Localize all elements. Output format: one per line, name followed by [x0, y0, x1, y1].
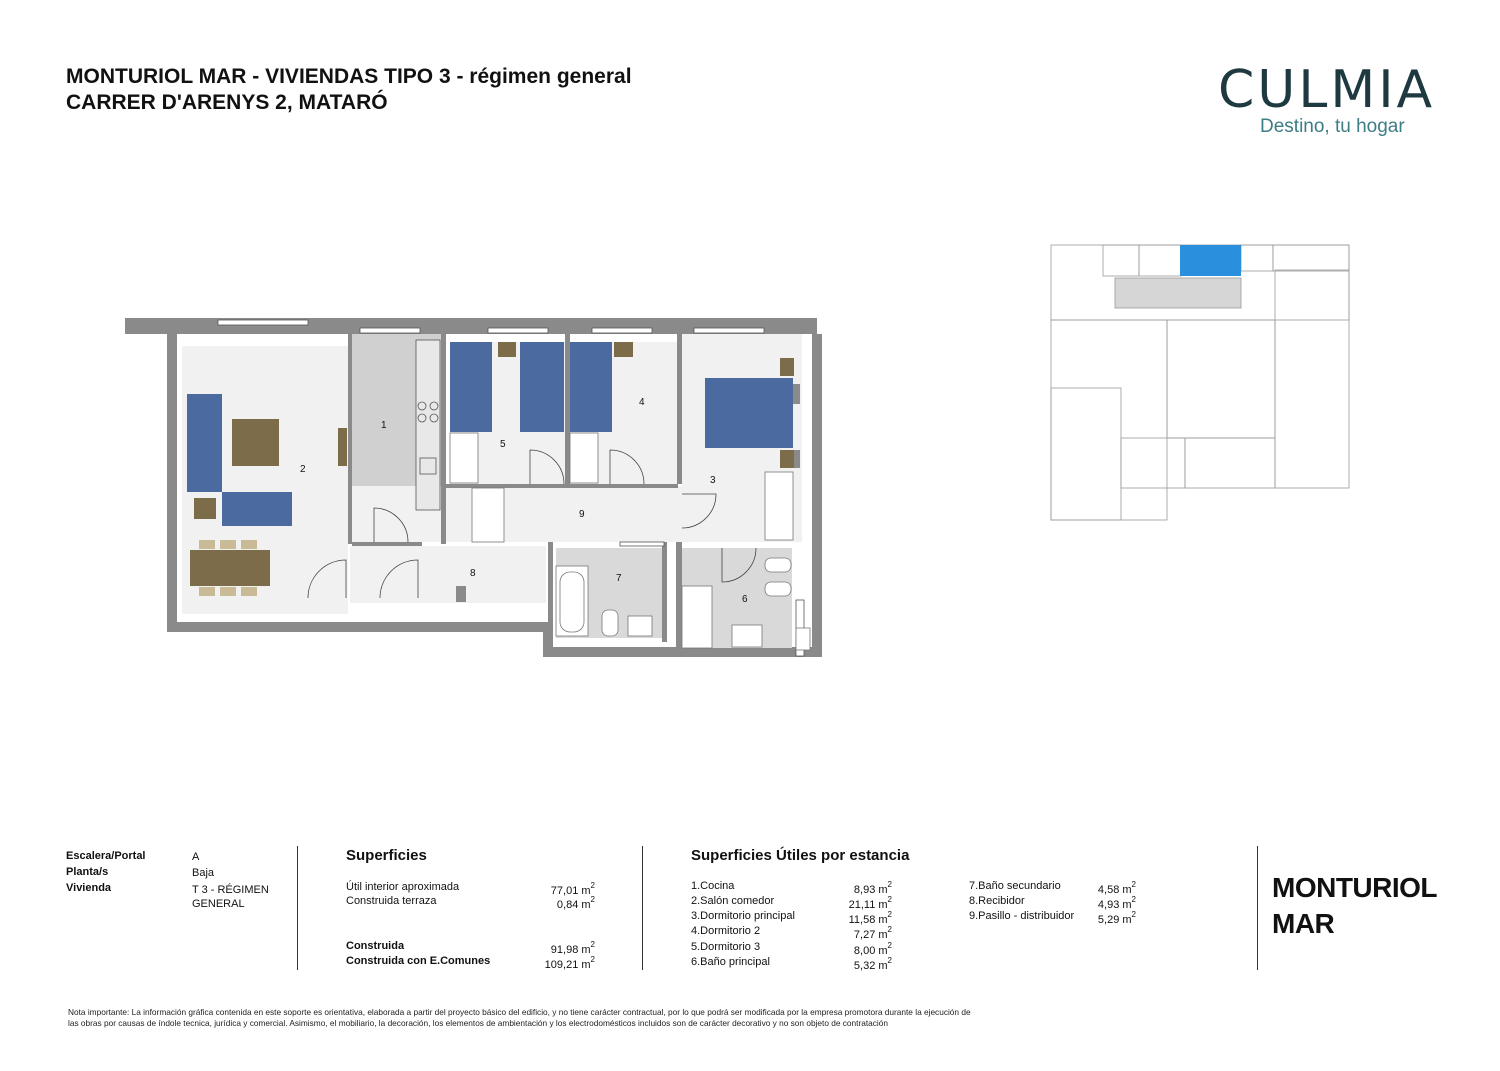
estancia-name: 2.Salón comedor: [691, 895, 775, 907]
key-plan-highlight: [1180, 245, 1241, 276]
estancia-name: 6.Baño principal: [691, 956, 770, 968]
estancia-value: 11,58 $m^2$: [848, 910, 892, 926]
estancias-heading: Superficies Útiles por estancia: [691, 847, 910, 864]
room-number-6: 6: [742, 594, 748, 605]
util-value: 77,01 $m^2$: [550, 881, 595, 897]
project-name-line-2: MAR: [1272, 908, 1335, 939]
vivienda-value-1: T 3 - RÉGIMEN: [192, 884, 269, 896]
divider-3: [1257, 846, 1258, 970]
floor-plan: [120, 300, 825, 665]
estancia-value: 8,93 $m^2$: [853, 880, 892, 896]
superficies-heading: Superficies: [346, 847, 427, 864]
room-number-7: 7: [616, 573, 622, 584]
estancia-name: 5.Dormitorio 3: [691, 941, 761, 953]
page-title: [66, 64, 632, 116]
project-name-line-1: MONTURIOL: [1272, 872, 1438, 903]
project-name: [1272, 870, 1437, 942]
escalera-label: Escalera/Portal: [66, 850, 146, 862]
legal-note-line-2: las obras por causas de índole tecnica, jurídica y comercial. Asimismo, el mobiliario, la decoración, los elementos de ambientación y los electrodomésticos incluidos son de carácter decorativo y no son objeto de contratación: [68, 1018, 888, 1028]
estancia-name: 1.Cocina: [691, 880, 735, 892]
estancia-value: 5,32 $m^2$: [853, 956, 892, 972]
legal-note-line-1: Nota importante: La información gráfica contenida en este soporte es orientativa, elaborada a partir del proyecto básico del edificio, y no tiene carácter contractual, por lo que podrá ser modificada por la empresa promotora durante la ejecución de: [68, 1007, 971, 1017]
room-number-5: 5: [500, 439, 506, 450]
terraza-value: 0,84 $m^2$: [556, 895, 595, 911]
estancia-value: 4,58 $m^2$: [1097, 880, 1136, 896]
planta-value: Baja: [192, 867, 215, 879]
room-number-3: 3: [710, 475, 716, 486]
room-number-8: 8: [470, 568, 476, 579]
estancia-name: 9.Pasillo - distribuidor: [969, 910, 1075, 922]
kitchen-fixtures: [416, 340, 440, 510]
brand-tagline: Destino, tu hogar: [1260, 116, 1405, 137]
estancia-value: 5,29 $m^2$: [1097, 910, 1136, 926]
info-panel: [0, 840, 1500, 980]
title-line-2: CARRER D'ARENYS 2, MATARÓ: [66, 91, 388, 114]
estancia-name: 7.Baño secundario: [969, 880, 1061, 892]
estancia-value: 7,27 $m^2$: [853, 925, 892, 941]
estancia-name: 8.Recibidor: [969, 895, 1025, 907]
escalera-value: A: [192, 851, 200, 863]
comunes-label: Construida con E.Comunes: [346, 955, 491, 967]
room-number-9: 9: [579, 509, 585, 520]
brand-logo: [1218, 60, 1440, 137]
estancia-value: 8,00 $m^2$: [853, 941, 892, 957]
legal-note: [68, 1007, 1068, 1029]
title-line-1: MONTURIOL MAR - VIVIENDAS TIPO 3 - régimen general: [66, 65, 632, 88]
room-number-2: 2: [300, 464, 306, 475]
planta-label: Planta/s: [66, 866, 109, 878]
construida-label: Construida: [346, 940, 405, 952]
comunes-value: 109,21 $m^2$: [544, 955, 595, 971]
estancia-value: 21,11 $m^2$: [848, 895, 892, 911]
room-number-4: 4: [639, 397, 645, 408]
brand-name: CULMIA: [1218, 60, 1436, 120]
vivienda-value-2: GENERAL: [192, 898, 245, 910]
divider-2: [642, 846, 643, 970]
key-plan: [1045, 238, 1355, 526]
terraza-label: Construida terraza: [346, 895, 437, 907]
estancia-name: 3.Dormitorio principal: [691, 910, 795, 922]
construida-value: 91,98 $m^2$: [550, 940, 595, 956]
room-number-1: 1: [381, 420, 387, 431]
estancia-name: 4.Dormitorio 2: [691, 925, 761, 937]
divider-1: [297, 846, 298, 970]
vivienda-label: Vivienda: [66, 882, 112, 894]
estancia-value: 4,93 $m^2$: [1097, 895, 1136, 911]
util-label: Útil interior aproximada: [346, 881, 460, 893]
